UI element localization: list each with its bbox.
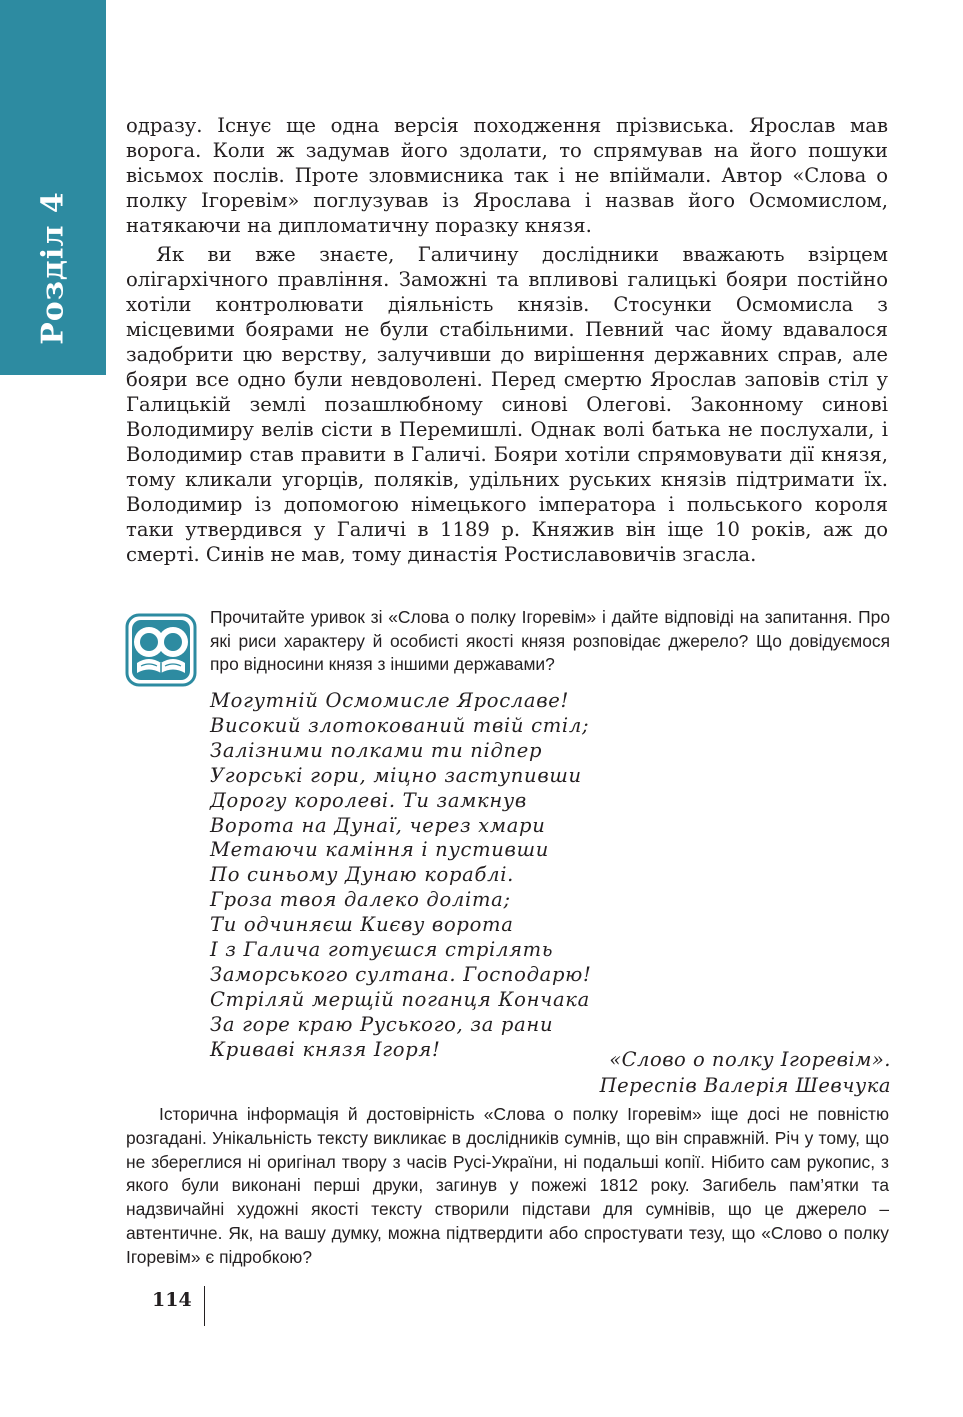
info-block [126,1103,889,1270]
poem-line: Стріляй мерщій поганця Кончака [210,987,590,1011]
poem-line: Заморського султана. Господарю! [210,962,592,986]
page-number-divider [204,1286,205,1326]
poem-line: По синьому Дунаю кораблі. [210,863,515,887]
task-question: Прочитайте уривок зі «Слова о полку Ігоревім» і дайте відповіді на запитання. Про які риси характеру й особисті якості князя розповідає джерело? Що довідуємося про відносини князя з іншими державами? [210,607,890,674]
page-number: 114 [152,1289,192,1311]
poem-line: Ворота на Дунаї, через хмари [210,813,546,837]
paragraph: Як ви вже знаєте, Галичину дослідники вважають взірцем олігархічного правління. Заможні та впливові галицькі бояри постійно хотіли контролювати діяльність князів. Стосунки Осмомисла з місцевими боярами не були стабільними. Певний час йому вдавалося задобрити цю верству, залучивши до вирішення державних справ, але бояри все одно були невдоволені. Перед смертю Ярослав заповів стіл у Галицькій землі позашлюбному синові Олегові. Законному синові Володимиру велів сісти в Перемишлі. Однак волі батька не послухали, і Володимир став правити в Галичі. Бояри хотіли спрямовувати дії князя, тому кликали угорців, поляків, удільних руських князів підтримати їх. Володимир із допомогою німецького імператора і польського короля таки утвердився у Галичі в 1189 р. Княжив він іще 10 років, аж до смерті. Синів не мав, тому династія Ростиславовичів згасла. [126,243,888,566]
poem-attribution [600,1047,891,1099]
poem-line: Гроза твоя далеко доліта; [210,888,511,912]
reading-people-icon [125,613,197,687]
poem-line: Високий злотокований твій стіл; [210,713,590,737]
poem-line: Залізними полками ти підпер [210,738,543,762]
main-text [126,113,888,567]
poem-line: Ти одчиняєш Києву ворота [210,913,514,937]
poem-line: Криваві князя Ігоря! [210,1037,441,1061]
poem [210,689,670,1063]
paragraph: одразу. Існує ще одна версія походження прізвиська. Ярослав мав ворога. Коли ж задумав його здолати, то спрямував на його пошуки вісьмох послів. Проте зловмисника так і не впіймали. Автор «Слова о полку Ігоревім» поглузував із Ярослава і назвав його Осмомислом, натякаючи на дипломатичну поразку князя. [126,114,888,237]
poem-line: Дорогу королеві. Ти замкнув [210,788,527,812]
poem-line: Метаючи каміння і пустивши [210,838,550,862]
section-tab [0,0,106,375]
attribution-title: «Слово о полку Ігоревім». [609,1048,891,1071]
poem-line: Угорські гори, міцно заступивши [210,763,582,787]
section-label: Розділ 4 [35,191,71,345]
poem-line: І з Галича готуєшся стрілять [210,938,554,962]
poem-line: Могутній Осмомисле Ярославе! [210,689,570,712]
info-paragraph: Історична інформація й достовірність «Слова о полку Ігоревім» іще досі не повністю розгадані. Унікальність тексту викликає в дослідників сумнів, що він справжній. Річ у тому, що не збереглися ні оригінал твору з часів Русі-України, ні подальші копії. Нібито сам рукопис, з якого були виконані перші друки, загинув у пожежі 1812 року. Загибель пам’ятки та надзвичайні художні якості тексту створили підстави для сумнівів, що це джерело – автентичне. Як, на вашу думку, можна підтвердити або спростувати тезу, що «Слово о полку Ігоревім» є підробкою? [126,1104,889,1267]
attribution-author: Переспів Валерія Шевчука [599,1074,891,1097]
poem-line: За горе краю Руського, за рани [210,1012,554,1036]
